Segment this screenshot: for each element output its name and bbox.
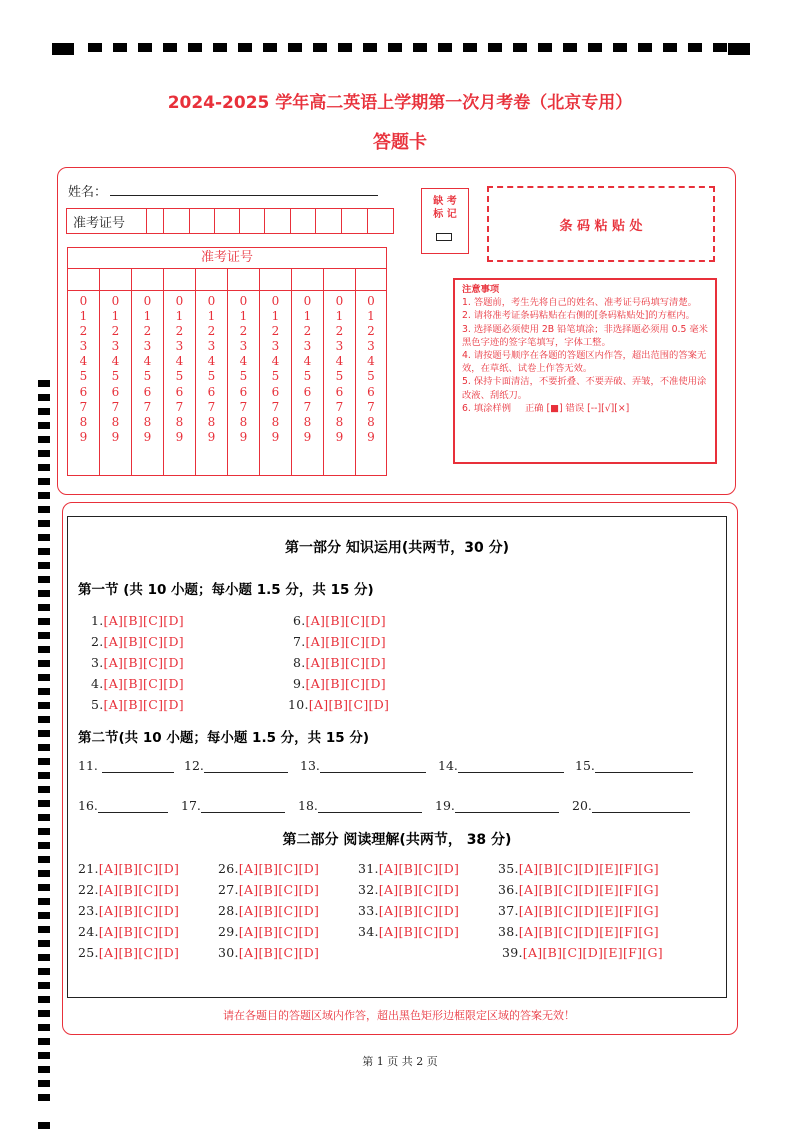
- notice-item: 3. 选择题必须使用 2B 铅笔填涂；非选择题必须用 0.5 毫米黑色字迹的签字笔填写，字体工整。: [462, 323, 708, 348]
- question-row: 10.[A][B][C][D]: [288, 697, 390, 712]
- question-row: 27.[A][B][C][D]: [218, 882, 320, 897]
- absent-label: 缺 考: [433, 196, 457, 207]
- digit-column: 0 1 2 3 4 5 6 7 8 9: [271, 294, 280, 444]
- q1-5-block[interactable]: [91, 610, 184, 715]
- question-row: 37.[A][B][C][D][E][F][G]: [498, 903, 659, 918]
- question-row: 1.[A][B][C][D]: [91, 613, 184, 628]
- question-row: 21.[A][B][C][D]: [78, 861, 180, 876]
- question-row: 29.[A][B][C][D]: [218, 924, 320, 939]
- digit-column: 0 1 2 3 4 5 6 7 8 9: [367, 294, 375, 444]
- part1-title: 第一部分 知识运用(共两节，30 分): [284, 540, 510, 556]
- barcode-label: 条 码 粘 贴 处: [559, 219, 643, 234]
- question-row: 36.[A][B][C][D][E][F][G]: [498, 882, 659, 897]
- question-row: 3.[A][B][C][D]: [91, 655, 184, 670]
- digit-column: 0 1 2 3 4 5 6 7 8 9: [175, 294, 184, 444]
- digit-column: 0 1 2 3 4 5 6 7 8 9: [335, 294, 344, 444]
- blank-19[interactable]: 19.: [435, 798, 559, 813]
- question-row: 33.[A][B][C][D]: [358, 903, 460, 918]
- blank-15[interactable]: 15.: [575, 758, 693, 773]
- correct-label: 正确: [524, 402, 544, 414]
- question-row: 32.[A][B][C][D]: [358, 882, 460, 897]
- wrong-label: 错误: [565, 402, 585, 414]
- question-row: 34.[A][B][C][D]: [358, 924, 460, 939]
- q35-39-block[interactable]: [498, 858, 663, 963]
- q26-30-block[interactable]: [218, 858, 319, 963]
- notice-content: [462, 283, 712, 415]
- blank-17[interactable]: 17.: [181, 798, 285, 813]
- question-row: 35.[A][B][C][D][E][F][G]: [498, 861, 659, 876]
- question-row: 8.[A][B][C][D]: [293, 655, 386, 670]
- name-field[interactable]: [110, 195, 378, 196]
- exam-number-label: 准考证号: [73, 216, 126, 231]
- q21-25-block[interactable]: [78, 858, 179, 963]
- blank-11[interactable]: 11.: [78, 758, 174, 773]
- exam-grid-title: 准考证号: [67, 247, 387, 269]
- blank-14[interactable]: 14.: [438, 758, 564, 773]
- question-row: 24.[A][B][C][D]: [78, 924, 180, 939]
- question-row: 5.[A][B][C][D]: [91, 697, 184, 712]
- question-row: 30.[A][B][C][D]: [218, 945, 320, 960]
- answer-warning: 请在各题目的答题区域内作答，超出黑色矩形边框限定区域的答案无效！: [223, 1009, 575, 1022]
- digit-column: 0 1 2 3 4 5 6 7 8 9: [143, 294, 152, 444]
- notice-item: 4. 请按题号顺序在各题的答题区内作答，超出范围的答案无效，在草纸、试卷上作答无效。: [462, 350, 707, 375]
- digit-column: 0 1 2 3 4 5 6 7 8 9: [239, 294, 248, 444]
- question-row: 7.[A][B][C][D]: [293, 634, 386, 649]
- question-row: 6.[A][B][C][D]: [293, 613, 386, 628]
- question-row: 9.[A][B][C][D]: [293, 676, 386, 691]
- question-row: 22.[A][B][C][D]: [78, 882, 180, 897]
- correct-mark: [■]: [546, 402, 563, 414]
- part2-title: 第二部分 阅读理解(共两节， 38 分): [282, 832, 512, 848]
- page-subtitle: 答题卡: [373, 132, 427, 153]
- blank-20[interactable]: 20.: [572, 798, 690, 813]
- question-row: 28.[A][B][C][D]: [218, 903, 320, 918]
- question-row: 26.[A][B][C][D]: [218, 861, 320, 876]
- blank-18[interactable]: 18.: [298, 798, 422, 813]
- digit-column: 0 1 2 3 4 5 6 7 8 9: [207, 294, 216, 444]
- mark-label: 标 记: [433, 209, 457, 220]
- name-label: 姓名：: [68, 185, 108, 200]
- page-title: 2024-2025 学年高二英语上学期第一次月考卷（北京专用）: [167, 93, 633, 113]
- sample-label: 6. 填涂样例: [462, 402, 512, 414]
- question-row: 25.[A][B][C][D]: [78, 945, 180, 960]
- fill-sample: [462, 402, 712, 415]
- blank-13[interactable]: 13.: [300, 758, 426, 773]
- part1-section2-title: 第二节(共 10 小题；每小题 1.5 分，共 15 分): [78, 730, 370, 746]
- part1-section1-title: 第一节 (共 10 小题；每小题 1.5 分，共 15 分): [78, 582, 374, 598]
- question-row: 4.[A][B][C][D]: [91, 676, 184, 691]
- notice-item: 2. 请将准考证条码粘贴在右侧的[条码粘贴处]的方框内。: [462, 310, 695, 322]
- notice-title: 注意事项: [462, 284, 500, 295]
- wrong-marks: [--][√][×]: [587, 402, 630, 414]
- digit-column: 0 1 2 3 4 5 6 7 8 9: [303, 294, 312, 444]
- question-row: 39.[A][B][C][D][E][F][G]: [502, 945, 663, 960]
- q6-10-block[interactable]: [288, 610, 389, 715]
- notice-item: 5. 保持卡面清洁，不要折叠、不要弄破、弄皱，不准使用涂改液、刮纸刀。: [462, 376, 707, 401]
- page-number: 第 1 页 共 2 页: [362, 1055, 438, 1068]
- question-row: 2.[A][B][C][D]: [91, 634, 184, 649]
- digit-column: 0 1 2 3 4 5 6 7 8 9: [79, 294, 88, 444]
- question-row: 38.[A][B][C][D][E][F][G]: [498, 924, 659, 939]
- digit-column: 0 1 2 3 4 5 6 7 8 9: [111, 294, 120, 444]
- question-row: 31.[A][B][C][D]: [358, 861, 460, 876]
- notice-item: 1. 答题前，考生先将自己的姓名、准考证号码填写清楚。: [462, 297, 697, 309]
- q31-34-block[interactable]: [358, 858, 459, 942]
- question-row: 23.[A][B][C][D]: [78, 903, 180, 918]
- blank-16[interactable]: 16.: [78, 798, 168, 813]
- absent-checkbox[interactable]: [436, 233, 452, 241]
- blank-12[interactable]: 12.: [184, 758, 288, 773]
